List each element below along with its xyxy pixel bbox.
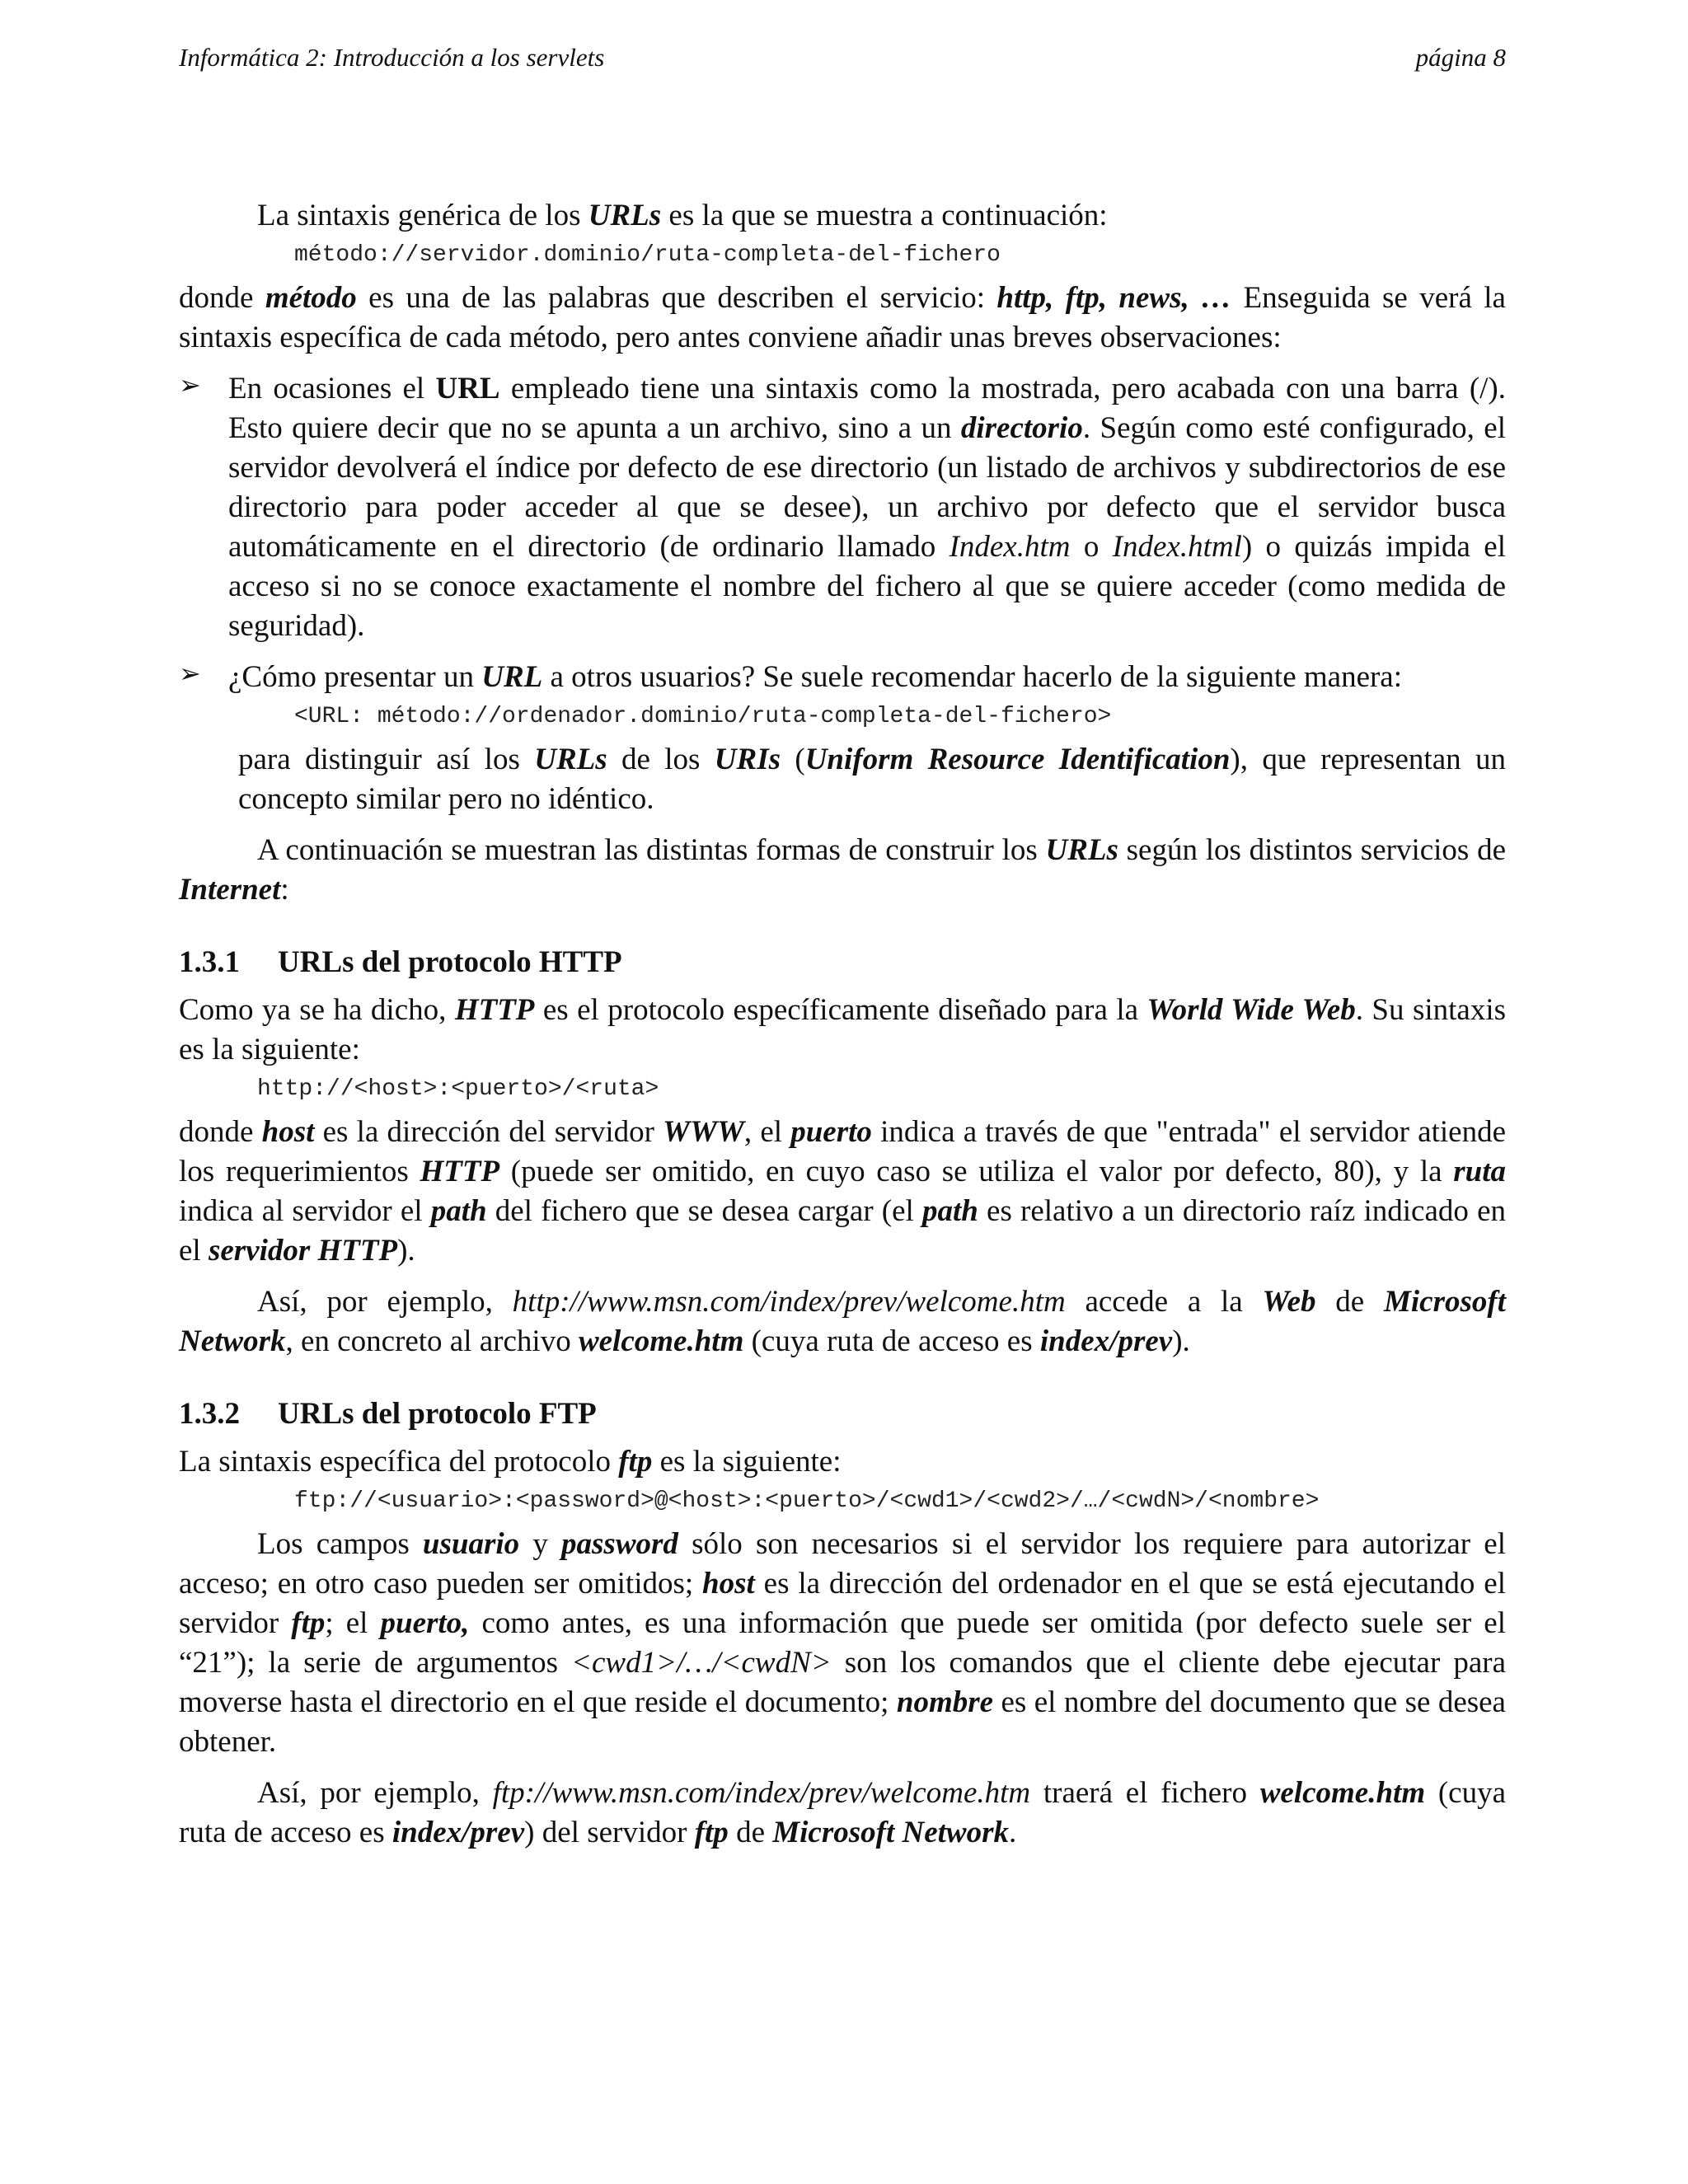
ftp-syntax: ftp://<usuario>:<password>@<host>:<puerto>/<cwd1>/<cwd2>/…/<cwdN>/<nombre> [294, 1488, 1320, 1514]
uri-paragraph: para distinguir así los URLs de los URIs (Uniform Resource Identification), que representan un concepto similar pero no idéntico. [238, 743, 1506, 816]
page-number: página 8 [1415, 43, 1506, 72]
http-example-paragraph: Así, por ejemplo, http://www.msn.com/index/prev/welcome.htm accede a la Web de Microsoft Network, en concreto al archivo welcome.htm (cuya ruta de acceso es index/prev). [179, 1285, 1506, 1358]
url-generic-syntax: método://servidor.dominio/ruta-completa-del-fichero [294, 242, 1001, 268]
url-present-syntax: <URL: método://ordenador.dominio/ruta-completa-del-fichero> [294, 704, 1112, 729]
ftp-example-paragraph: Así, por ejemplo, ftp://www.msn.com/index/prev/welcome.htm traerá el fichero welcome.htm (cuya ruta de acceso es index/prev) del servidor ftp de Microsoft Network. [179, 1776, 1507, 1849]
arrow-bullet-icon: ➢ [179, 658, 201, 689]
intro-paragraph: La sintaxis genérica de los URLs es la que se muestra a continuación: [257, 199, 1108, 232]
bullet-text-directory: En ocasiones el URL empleado tiene una sintaxis como la mostrada, pero acabada con una barra (/). Esto quiere decir que no se apunta a un archivo, sino a un directorio. Según como esté configurado, el servidor devolverá el índice por defecto de ese directorio (un listado de archivos y subdirectorios de ese directorio para poder acceder al que se desee), un archivo por defecto que el servidor busca automáticamente en el directorio (de ordinario llamado Index.htm o Index.html) o quizás impida el acceso si no se conoce exactamente el nombre del fichero al que se quiere acceder (como medida de seguridad). [228, 372, 1507, 643]
arrow-bullet-icon: ➢ [179, 369, 201, 401]
http-explanation-paragraph: donde host es la dirección del servidor WWW, el puerto indica a través de que "entrada" el servidor atiende los requerimientos HTTP (puede ser omitido, en cuyo caso se utiliza el valor por defecto, 80), y la ruta indica al servidor el path del fichero que se desea cargar (el path es relativo a un directorio raíz indicado en el servidor HTTP). [179, 1115, 1506, 1268]
section-heading-ftp: 1.3.2 URLs del protocolo FTP [179, 1397, 597, 1431]
ftp-intro-paragraph: La sintaxis específica del protocolo ftp es la siguiente: [179, 1445, 842, 1479]
list-item [179, 369, 1506, 646]
list-item [179, 658, 1506, 697]
services-paragraph: A continuación se muestran las distintas formas de construir los URLs según los distintos servicios de Internet: [179, 833, 1506, 907]
http-intro-paragraph: Como ya se ha dicho, HTTP es el protocolo específicamente diseñado para la World Wide Web. Su sintaxis es la siguiente: [179, 993, 1507, 1066]
http-syntax: http://<host>:<puerto>/<ruta> [257, 1076, 659, 1102]
ftp-explanation-paragraph: Los campos usuario y password sólo son necesarios si el servidor los requiere para autorizar el acceso; en otro caso pueden ser omitidos; host es la dirección del ordenador en el que se está ejecutando el servidor ftp; el puerto, como antes, es una información que puede ser omitida (por defecto suele ser el “21”); la serie de argumentos <cwd1>/…/<cwdN> son los comandos que el cliente debe ejecutar para moverse hasta el directorio en el que reside el documento; nombre es el nombre del documento que se desea obtener. [179, 1527, 1507, 1759]
running-header [179, 41, 1506, 74]
method-paragraph: donde método es una de las palabras que describen el servicio: http, ftp, news, … Enseguida se verá la sintaxis específica de cada método, pero antes conviene añadir unas breves observaciones: [179, 281, 1506, 354]
section-heading-http: 1.3.1 URLs del protocolo HTTP [179, 945, 622, 979]
bullet-text-present-url: ¿Cómo presentar un URL a otros usuarios? Se suele recomendar hacerlo de la siguiente manera: [228, 660, 1403, 694]
header-title: Informática 2: Introducción a los servlets [179, 43, 605, 72]
document-page [179, 41, 1506, 1853]
